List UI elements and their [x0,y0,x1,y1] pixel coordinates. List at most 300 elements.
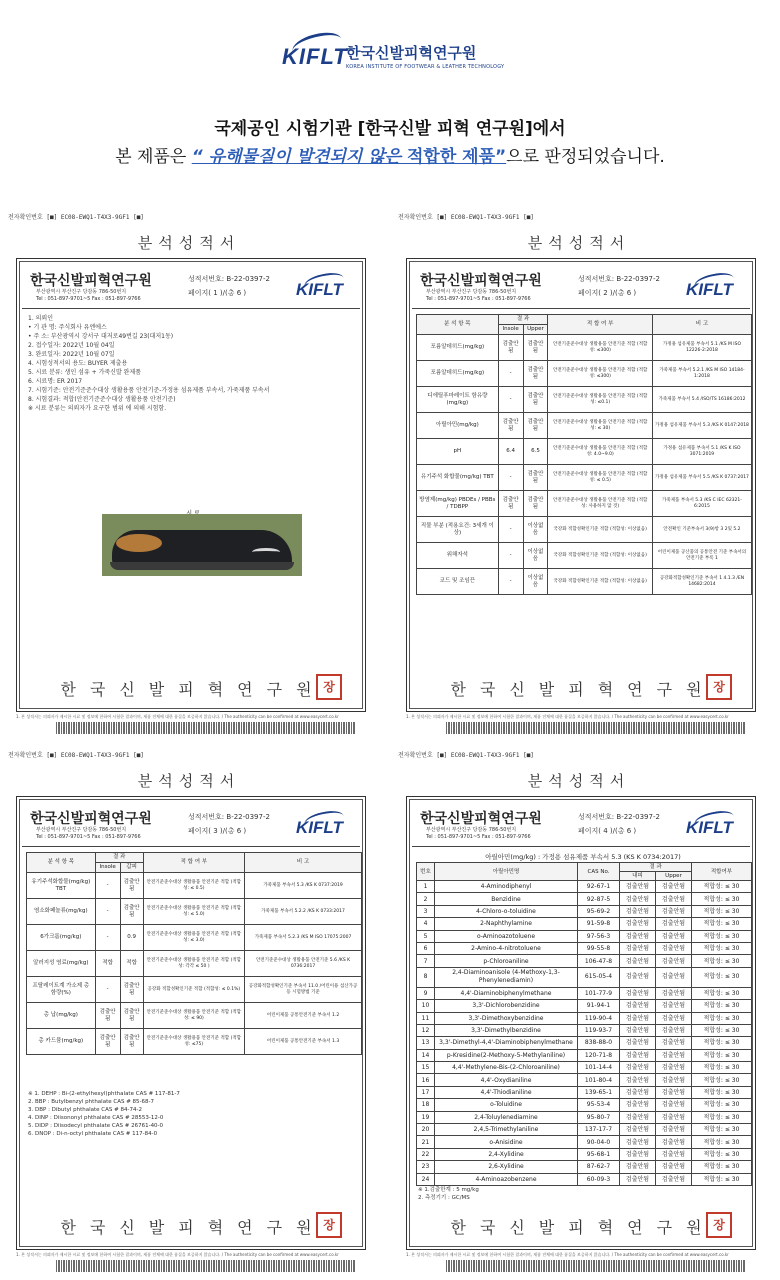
info-line: 1. 의뢰인 [28,315,54,322]
table-cell: 검출안됨 [620,1012,656,1024]
doc-frame [16,258,366,712]
table-row [27,1003,362,1029]
table-row [417,1074,752,1086]
table-cell: 방염제(mg/kg) PBDEs / PBBs / TDBPP [417,491,499,517]
signature: 한국신발피혁연구원 [450,680,716,699]
lab-name: 한국신발피혁연구원 [420,273,542,289]
doc-footnote: 1. 본 성적서는 의뢰자가 제시한 시료 및 정보에 한하여 시험한 결과이며, 제품 전체에 대한 품질을 보증하지 않습니다. / The authenticity can be confirmed at www.easycert.co.kr [16,1252,339,1257]
signature: 한국신발피혁연구원 [450,1218,716,1237]
table-cell: 106-47-8 [578,955,620,967]
logo-english-name: KOREA INSTITUTE OF FOOTWEAR & LEATHER TECHNOLOGY [346,64,505,70]
table-cell: 검출안됨 [620,893,656,905]
table-cell: 24 [417,1173,435,1185]
table-row [417,1086,752,1098]
table-cell: 검출안됨 [523,335,548,361]
logo-korean-name: 한국신발피혁연구원 [346,44,477,62]
table-cell: 가죽제품 부속서 5.2.2 /KS K 0733:2017 [245,899,362,925]
cert-number: 성적서번호: B-22-0397-2 [188,275,270,283]
doc-number: 전자확인번호 [■] EC08-EWQ1-T4X3-9GF1 [■] [398,214,534,221]
table-cell: 디에틸푸마레이트 함유량(mg/kg) [417,387,499,413]
doc-frame [16,796,366,1250]
table-cell: 검출안됨 [620,918,656,930]
table-cell: 아릴아민(mg/kg) [417,413,499,439]
table-cell: 검출안됨 [656,1099,692,1111]
info-line: 5. 시료 분류: 생인 섬유 + 가죽신발 완제품 [28,369,142,376]
table-cell: 적합성: ≤ 30 [692,1037,752,1049]
table-cell: 17 [417,1086,435,1098]
table-cell: 4-Chloro-o-toluidine [435,905,578,917]
table-cell: 검출안됨 [656,1173,692,1185]
table-cell: 안전기준준수대상 생활용품 안전기준 적합 (적합성: ≤0.1) [548,387,653,413]
table-cell: 검출안됨 [656,1086,692,1098]
table-cell: p-Kresidine(2-Methoxy-5-Methylaniline) [435,1049,578,1061]
headline-line1: 국제공인 시험기관 [한국신발 피혁 연구원]에서 [214,119,566,139]
table-cell: 적합성: ≤ 30 [692,1000,752,1012]
table-cell: 검출안됨 [120,873,143,899]
seal-stamp: 장 [316,674,342,700]
table-cell: 안전기준준수대상 생활용품 안전기준 적합 (적합성: ≤ 3.0) [143,925,244,951]
table-cell: 국강화 적합성확인기준 적합 (적합성: 이상없음) [548,517,653,543]
table-cell: 포름알데히드(mg/kg) [417,361,499,387]
info-line: 7. 시험기준: 안전기준준수대상 생활용품 안전기준-가정용 섬유제품 부속서, 가죽제품 부속서 [28,387,270,394]
table-cell: 안전기준준수대상 생활용품 안전기준 적합 (적합성: 4.0~9.0) [548,439,653,465]
table-cell: 60-09-3 [578,1173,620,1185]
table-cell: 119-93-7 [578,1024,620,1036]
col-header: 비 고 [245,853,362,873]
table-cell: 검출안됨 [656,881,692,893]
table-cell: 검출안됨 [120,977,143,1003]
table-cell: 120-71-8 [578,1049,620,1061]
table-cell: 적합성: ≤ 30 [692,1012,752,1024]
table-cell: 이상없음 [523,543,548,569]
table-cell: 검출안됨 [498,335,523,361]
info-line: • 주 소: 부산광역시 강서구 대저로49번길 23(대저1동) [28,333,174,340]
table-cell: 코드 및 조임끈 [417,569,499,595]
table-cell: 2,6-Xylidine [435,1161,578,1173]
table-cell: 안전기준준수대상 생활용품 안전기준 적합 (적합성: ≤ 0.5) [548,465,653,491]
table-cell: 적합성: ≤ 30 [692,942,752,954]
table-cell: 국강화 적합성확인기준 적합 (적합성: 이상없음) [548,543,653,569]
arylamine-table [416,862,752,1186]
table-cell: 3 [417,905,435,917]
info-line: 2. 접수일자: 2022년 10월 04일 [28,342,115,349]
table-cell: 101-80-4 [578,1074,620,1086]
page-number: 페이지( 4 )/(총 6 ) [578,827,637,835]
table-cell: 유기주석화합물(mg/kg) TBT [27,873,96,899]
kiflt-mini-logo: KIFLT [296,280,343,299]
info-line: 3. 완료일자: 2022년 10월 07일 [28,351,115,358]
doc-footnote: 1. 본 성적서는 의뢰자가 제시한 시료 및 정보에 한하여 시험한 결과이며, 제품 전체에 대한 품질을 보증하지 않습니다. / The authenticity can be confirmed at www.easycert.co.kr [406,1252,729,1257]
table-cell: 15 [417,1062,435,1074]
col-header: 아릴아민명 [435,863,578,881]
table-cell: 이상없음 [523,517,548,543]
table-cell: 검출안됨 [120,1003,143,1029]
table-row [417,1148,752,1160]
kiflt-logo [282,36,505,80]
table-row [417,1124,752,1136]
headline-strong: 적합한 제품” [406,147,507,167]
seal-stamp: 장 [316,1212,342,1238]
doc-title: 분석성적서 [527,772,631,790]
doc-title: 분석성적서 [527,234,631,252]
doc-footnote: 1. 본 성적서는 의뢰자가 제시한 시료 및 정보에 한하여 시험한 결과이며, 제품 전체에 대한 품질을 보증하지 않습니다. / The authenticity can be confirmed at www.easycert.co.kr [16,714,339,719]
table-cell: 95-80-7 [578,1111,620,1123]
table-cell: 검출안됨 [523,465,548,491]
table-cell: 11 [417,1012,435,1024]
table-cell: 적합 [120,951,143,977]
table-row [417,1161,752,1173]
table-cell: 13 [417,1037,435,1049]
table-cell: 119-90-4 [578,1012,620,1024]
table-cell: 5 [417,930,435,942]
info-line: 8. 시험결과: 적합(안전기준준수대상 생활용품 안전기준) [28,396,176,403]
table-cell: p-Chloroaniline [435,955,578,967]
table-cell: 92-67-1 [578,881,620,893]
table-cell: o-Anisidine [435,1136,578,1148]
table-cell: 국강화 적합성확인기준 적합 (적합성: 이상없음) [548,569,653,595]
table-row [417,893,752,905]
table-cell: 공강화적합성확인기준 부속서 11.0 /어린이용 섬산가공등 시험방법 기준 [245,977,362,1003]
col-subheader: 갑피 [120,863,143,873]
col-header: 적 합 여 부 [548,315,653,335]
lab-address: 부산광역시 부산진구 당감동 786-50번지 [426,289,517,295]
table-cell: 검출안됨 [656,967,692,987]
table-cell: 검출안됨 [656,1024,692,1036]
headline-post: 으로 판정되었습니다. [506,147,665,167]
table-cell: 검출안됨 [620,1111,656,1123]
table-cell: 검출안됨 [620,1037,656,1049]
table-cell: 검출안됨 [95,1029,120,1055]
table-cell: 총 납(mg/kg) [27,1003,96,1029]
table-cell: o-Aminoazotoluene [435,930,578,942]
note-line: ※ 1.검출한계 : 5 mg/kg [418,1187,479,1193]
table-cell: 검출안됨 [498,413,523,439]
table-row [417,1099,752,1111]
table-cell: 18 [417,1099,435,1111]
table-cell: 615-05-4 [578,967,620,987]
table-cell: - [95,977,120,1003]
table-cell: 유기주석 화합물(mg/kg) TBT [417,465,499,491]
lab-tel: Tel : 051-897-9701~5 Fax : 051-897-9766 [36,296,141,302]
table-cell: 적합성: ≤ 30 [692,1086,752,1098]
table-row [417,1062,752,1074]
headline-line2 [0,142,780,167]
table-cell: 가죽제품 부속서 5.2.3 /KS M ISO 17075:2007 [245,925,362,951]
table-cell: 6가크롬(mg/kg) [27,925,96,951]
table-cell: 4,4'-Thiodianiline [435,1086,578,1098]
barcode-icon [56,1260,356,1272]
col-header: 비 고 [652,315,751,335]
note-line: 5. DIDP : Diisodecyl phthalate CAS # 26761-40-0 [28,1123,164,1129]
table-row [417,942,752,954]
table-cell: 안전기준준수대상 생활용품 안전기준 적합 (적합성: 사용하지 않 것) [548,491,653,517]
cert-number: 성적서번호: B-22-0397-2 [578,275,660,283]
table-cell: 4,4'-Oxydianiline [435,1074,578,1086]
table-row [27,925,362,951]
table-cell: 3,3'-Dimethylbenzidine [435,1024,578,1036]
request-info [28,314,358,413]
table-cell: 검출안됨 [656,987,692,999]
lab-address: 부산광역시 부산진구 당감동 786-50번지 [426,827,517,833]
table-cell: 어린이제품 공통안전기준 부속서 1.2 [245,1003,362,1029]
table-row [27,873,362,899]
table-row [417,335,752,361]
table-cell: 적합성: ≤ 30 [692,1062,752,1074]
col-header: 번호 [417,863,435,881]
table-cell: 검출안됨 [656,1074,692,1086]
kiflt-mini-logo: KIFLT [686,818,733,837]
col-subheader: Upper [523,325,548,335]
info-line: • 기 관 명: 주식회사 유엔에스 [28,324,107,331]
table-cell: 검출안됨 [95,1003,120,1029]
note-line: 2. 측정기기 : GC/MS [418,1195,470,1201]
signature: 한국신발피혁연구원 [60,680,326,699]
table-row [417,439,752,465]
table-cell: 6.4 [498,439,523,465]
table-cell: 2 [417,893,435,905]
table-row [417,413,752,439]
col-header: 결 과 [620,863,692,872]
headline-pre: 본 제품은 [115,147,192,167]
table-cell: 안전기준준수대상 생활용품 안전기준 적합 (적합성: ≤300) [548,361,653,387]
table-cell: 검출안됨 [620,1086,656,1098]
table-cell: 3,3'-Dimethoxybenzidine [435,1012,578,1024]
table-cell: 검출안됨 [523,387,548,413]
results-table [26,852,362,1055]
table-cell: 검출안됨 [656,905,692,917]
table-row [417,1136,752,1148]
table-cell: 검출안됨 [620,930,656,942]
table-cell: 2-Naphthylamine [435,918,578,930]
table-cell: 가죽제품 부속서 5.3 /KS K 0737:2019 [245,873,362,899]
table-cell: 검출안됨 [620,905,656,917]
table-cell: 3,3'-Dichlorobenzidine [435,1000,578,1012]
table-cell: 99-55-8 [578,942,620,954]
table-cell: 안전기준준수대상 생활용품 안전기준 적합 (적합성: ≤75) [143,1029,244,1055]
table-cell: 97-56-3 [578,930,620,942]
table-cell: 검출안됨 [620,1049,656,1061]
table-cell: 적합성: ≤ 30 [692,1074,752,1086]
table-cell: 안전기준준수대상 생활용품 안전기준 적합 (적합성: ≤ 0.5) [143,873,244,899]
signature: 한국신발피혁연구원 [60,1218,326,1237]
table-cell: 검출안됨 [620,1024,656,1036]
table-cell: 12 [417,1024,435,1036]
doc-frame [406,258,756,712]
table-cell: 안전기준준수대상 생활용품 안전기준 적합 (적합성: ≤ 30) [548,413,653,439]
table-cell: 가죽제품 부속서 5.2.1 /KS M ISO 14184-1:2018 [652,361,751,387]
table-cell: 적합성: ≤ 30 [692,987,752,999]
table-cell: 9 [417,987,435,999]
table-row [417,967,752,987]
table-row [417,881,752,893]
table-cell: - [498,387,523,413]
table-cell: - [498,543,523,569]
table-cell: 직물 부분 (적용요건: 3세개 이상) [417,517,499,543]
report-page-1 [6,208,372,736]
page-number: 페이지( 2 )/(총 6 ) [578,289,637,297]
table-cell: - [95,899,120,925]
table-cell: 검출안됨 [620,1099,656,1111]
table-cell: 알러지성 염료(mg/kg) [27,951,96,977]
table-cell: 가정용 섬유제품 부속서 5.1 /KS K ISO 3071:2019 [652,439,751,465]
table-cell: 검출안됨 [656,1124,692,1136]
lab-tel: Tel : 051-897-9701~5 Fax : 051-897-9766 [36,834,141,840]
table-cell: 검출안됨 [620,1173,656,1185]
table-cell: 검출안됨 [620,1136,656,1148]
table-cell: 검출안됨 [656,1136,692,1148]
table-row [27,951,362,977]
table-cell: 안전기준준수대상 생활용품 안전기준 5.6 /KS K 0736:2017 [245,951,362,977]
table-cell: 20 [417,1124,435,1136]
table-cell: 2,4,5-Trimethylaniline [435,1124,578,1136]
table-cell: 가죽제품 부속서 5.3 /KS C IEC 62321-6:2015 [652,491,751,517]
table-cell: 4-Aminoazobenzene [435,1173,578,1185]
table-cell: 가정용 섬유제품 부속서 5.3 /KS K 0147:2018 [652,413,751,439]
table-cell: 91-59-8 [578,918,620,930]
table-cell: 검출안됨 [656,893,692,905]
col-header: 결 과 [498,315,548,325]
table-cell: 검출안됨 [523,361,548,387]
table-cell: 안전기준준수대상 생활용품 안전기준 적합 (적합성: ≤ 5.0) [143,899,244,925]
col-subheader: Insole [95,863,120,873]
table-cell: 6.5 [523,439,548,465]
col-subheader: 내피 [620,872,656,881]
table-row [417,361,752,387]
table-cell: pH [417,439,499,465]
table-cell: 검출안됨 [620,1074,656,1086]
table-cell: - [498,361,523,387]
table-row [417,987,752,999]
table-row [417,1012,752,1024]
table-cell: 검출안됨 [620,967,656,987]
table-cell: 검출안됨 [656,1148,692,1160]
table-cell: 공강화 적합성확인기준 적합 (적합성: ≤ 0.1%) [143,977,244,1003]
note-line: 3. DBP : Dibutyl phthalate CAS # 84-74-2 [28,1107,142,1113]
doc-title: 분석성적서 [137,772,241,790]
table-cell: 검출안됨 [620,1062,656,1074]
table-cell: 적합성: ≤ 30 [692,1148,752,1160]
table-cell: 적합성: ≤ 30 [692,1049,752,1061]
note-line: ※ 1. DEHP : Bi-(2-ethylhexyl)phthalate CAS # 117-81-7 [28,1091,180,1097]
table-cell: 101-77-9 [578,987,620,999]
report-page-3 [6,746,372,1274]
table-row [417,517,752,543]
phthalate-notes [28,1090,180,1138]
table-cell: 염소화페놀류(mg/kg) [27,899,96,925]
table-cell: 10 [417,1000,435,1012]
table-cell: 2,4-Diaminoanisole (4-Methoxy-1,3-Phenylenediamin) [435,967,578,987]
table-row [417,543,752,569]
table-cell: 적합성: ≤ 30 [692,1161,752,1173]
table-cell: 가죽제품 부속서 5.4 /ISO/TS 16186:2012 [652,387,751,413]
doc-number: 전자확인번호 [■] EC08-EWQ1-T4X3-9GF1 [■] [8,752,144,759]
table-row [417,1111,752,1123]
table-cell: 검출안됨 [656,1062,692,1074]
table-cell: 프탈레이트계 가소제 총 함량(%) [27,977,96,1003]
lab-name: 한국신발피혁연구원 [30,811,152,827]
col-header: 적 합 여 부 [143,853,244,873]
table-row [417,930,752,942]
col-header: 결 과 [95,853,143,863]
table-row [417,491,752,517]
table-cell: 적합성: ≤ 30 [692,918,752,930]
doc-title: 분석성적서 [137,234,241,252]
results-table [416,314,752,595]
table-cell: 검출안됨 [620,1148,656,1160]
lab-name: 한국신발피혁연구원 [30,273,152,289]
doc-footnote: 1. 본 성적서는 의뢰자가 제시한 시료 및 정보에 한하여 시험한 결과이며, 제품 전체에 대한 품질을 보증하지 않습니다. / The authenticity can be confirmed at www.easycert.co.kr [406,714,729,719]
table-row [417,955,752,967]
lab-address: 부산광역시 부산진구 당감동 786-50번지 [36,827,127,833]
table-cell: 검출안됨 [656,1000,692,1012]
table-cell: 검출안됨 [656,942,692,954]
lab-tel: Tel : 051-897-9701~5 Fax : 051-897-9766 [426,834,531,840]
table-cell: - [95,925,120,951]
table-cell: 16 [417,1074,435,1086]
report-page-2 [396,208,762,736]
cert-number: 성적서번호: B-22-0397-2 [188,813,270,821]
table-cell: 2,4-Xylidine [435,1148,578,1160]
table-row [417,465,752,491]
table-cell: 1 [417,881,435,893]
info-line: ※ 시료 분류는 의뢰자가 요구한 범위 에 의해 시험함. [28,405,167,412]
table-cell: 안전기준준수대상 생활용품 안전기준 적합 (적합성: ≤300) [548,335,653,361]
col-subheader: Insole [498,325,523,335]
table-cell: 적합성: ≤ 30 [692,893,752,905]
table-cell: 검출안됨 [656,1161,692,1173]
table-cell: 검출안됨 [620,881,656,893]
table-cell: 101-14-4 [578,1062,620,1074]
table-cell: 23 [417,1161,435,1173]
table-cell: 139-65-1 [578,1086,620,1098]
seal-stamp: 장 [706,1212,732,1238]
table-cell: 838-88-0 [578,1037,620,1049]
lab-name: 한국신발피혁연구원 [420,811,542,827]
table-cell: 적합성: ≤ 30 [692,1136,752,1148]
table-cell: 2,4-Toluylenediamine [435,1111,578,1123]
table-row [417,918,752,930]
table-cell: 7 [417,955,435,967]
table-cell: 3,3'-Dimethyl-4,4'-Diaminobiphenylmethane [435,1037,578,1049]
table-cell: 이상없음 [523,569,548,595]
table-cell: 검출안됨 [620,1000,656,1012]
table-row [27,1029,362,1055]
table-cell: 검출안됨 [656,1111,692,1123]
doc-number: 전자확인번호 [■] EC08-EWQ1-T4X3-9GF1 [■] [398,752,534,759]
cert-number: 성적서번호: B-22-0397-2 [578,813,660,821]
col-header: CAS No. [578,863,620,881]
table-cell: 91-94-1 [578,1000,620,1012]
table-cell: 공강화적합성확인기준 부속서 1 4.1.3 /EN 14682:2014 [652,569,751,595]
table-cell: 87-62-7 [578,1161,620,1173]
table-cell: 검출안됨 [498,491,523,517]
table-cell: 2-Amino-4-nitrotoluene [435,942,578,954]
table-cell: 14 [417,1049,435,1061]
table-cell: 검출안됨 [620,955,656,967]
table-cell: 검출안됨 [620,987,656,999]
table-cell: 검출안됨 [620,942,656,954]
table-cell: 137-17-7 [578,1124,620,1136]
note-line: 6. DNOP : Di-n-octyl phthalate CAS # 117-84-0 [28,1131,158,1137]
table-cell: 적합성: ≤ 30 [692,955,752,967]
table-row [417,1173,752,1185]
barcode-icon [56,722,356,734]
arylamine-table-title: 아릴아민(mg/kg) : 가정용 섬유제품 부속서 5.3 (KS K 0734:2017) [485,853,681,861]
table-cell: 검출안됨 [620,1124,656,1136]
table-cell: Benzidine [435,893,578,905]
table-cell: 22 [417,1148,435,1160]
logo-mark: KIFLT [282,44,348,69]
